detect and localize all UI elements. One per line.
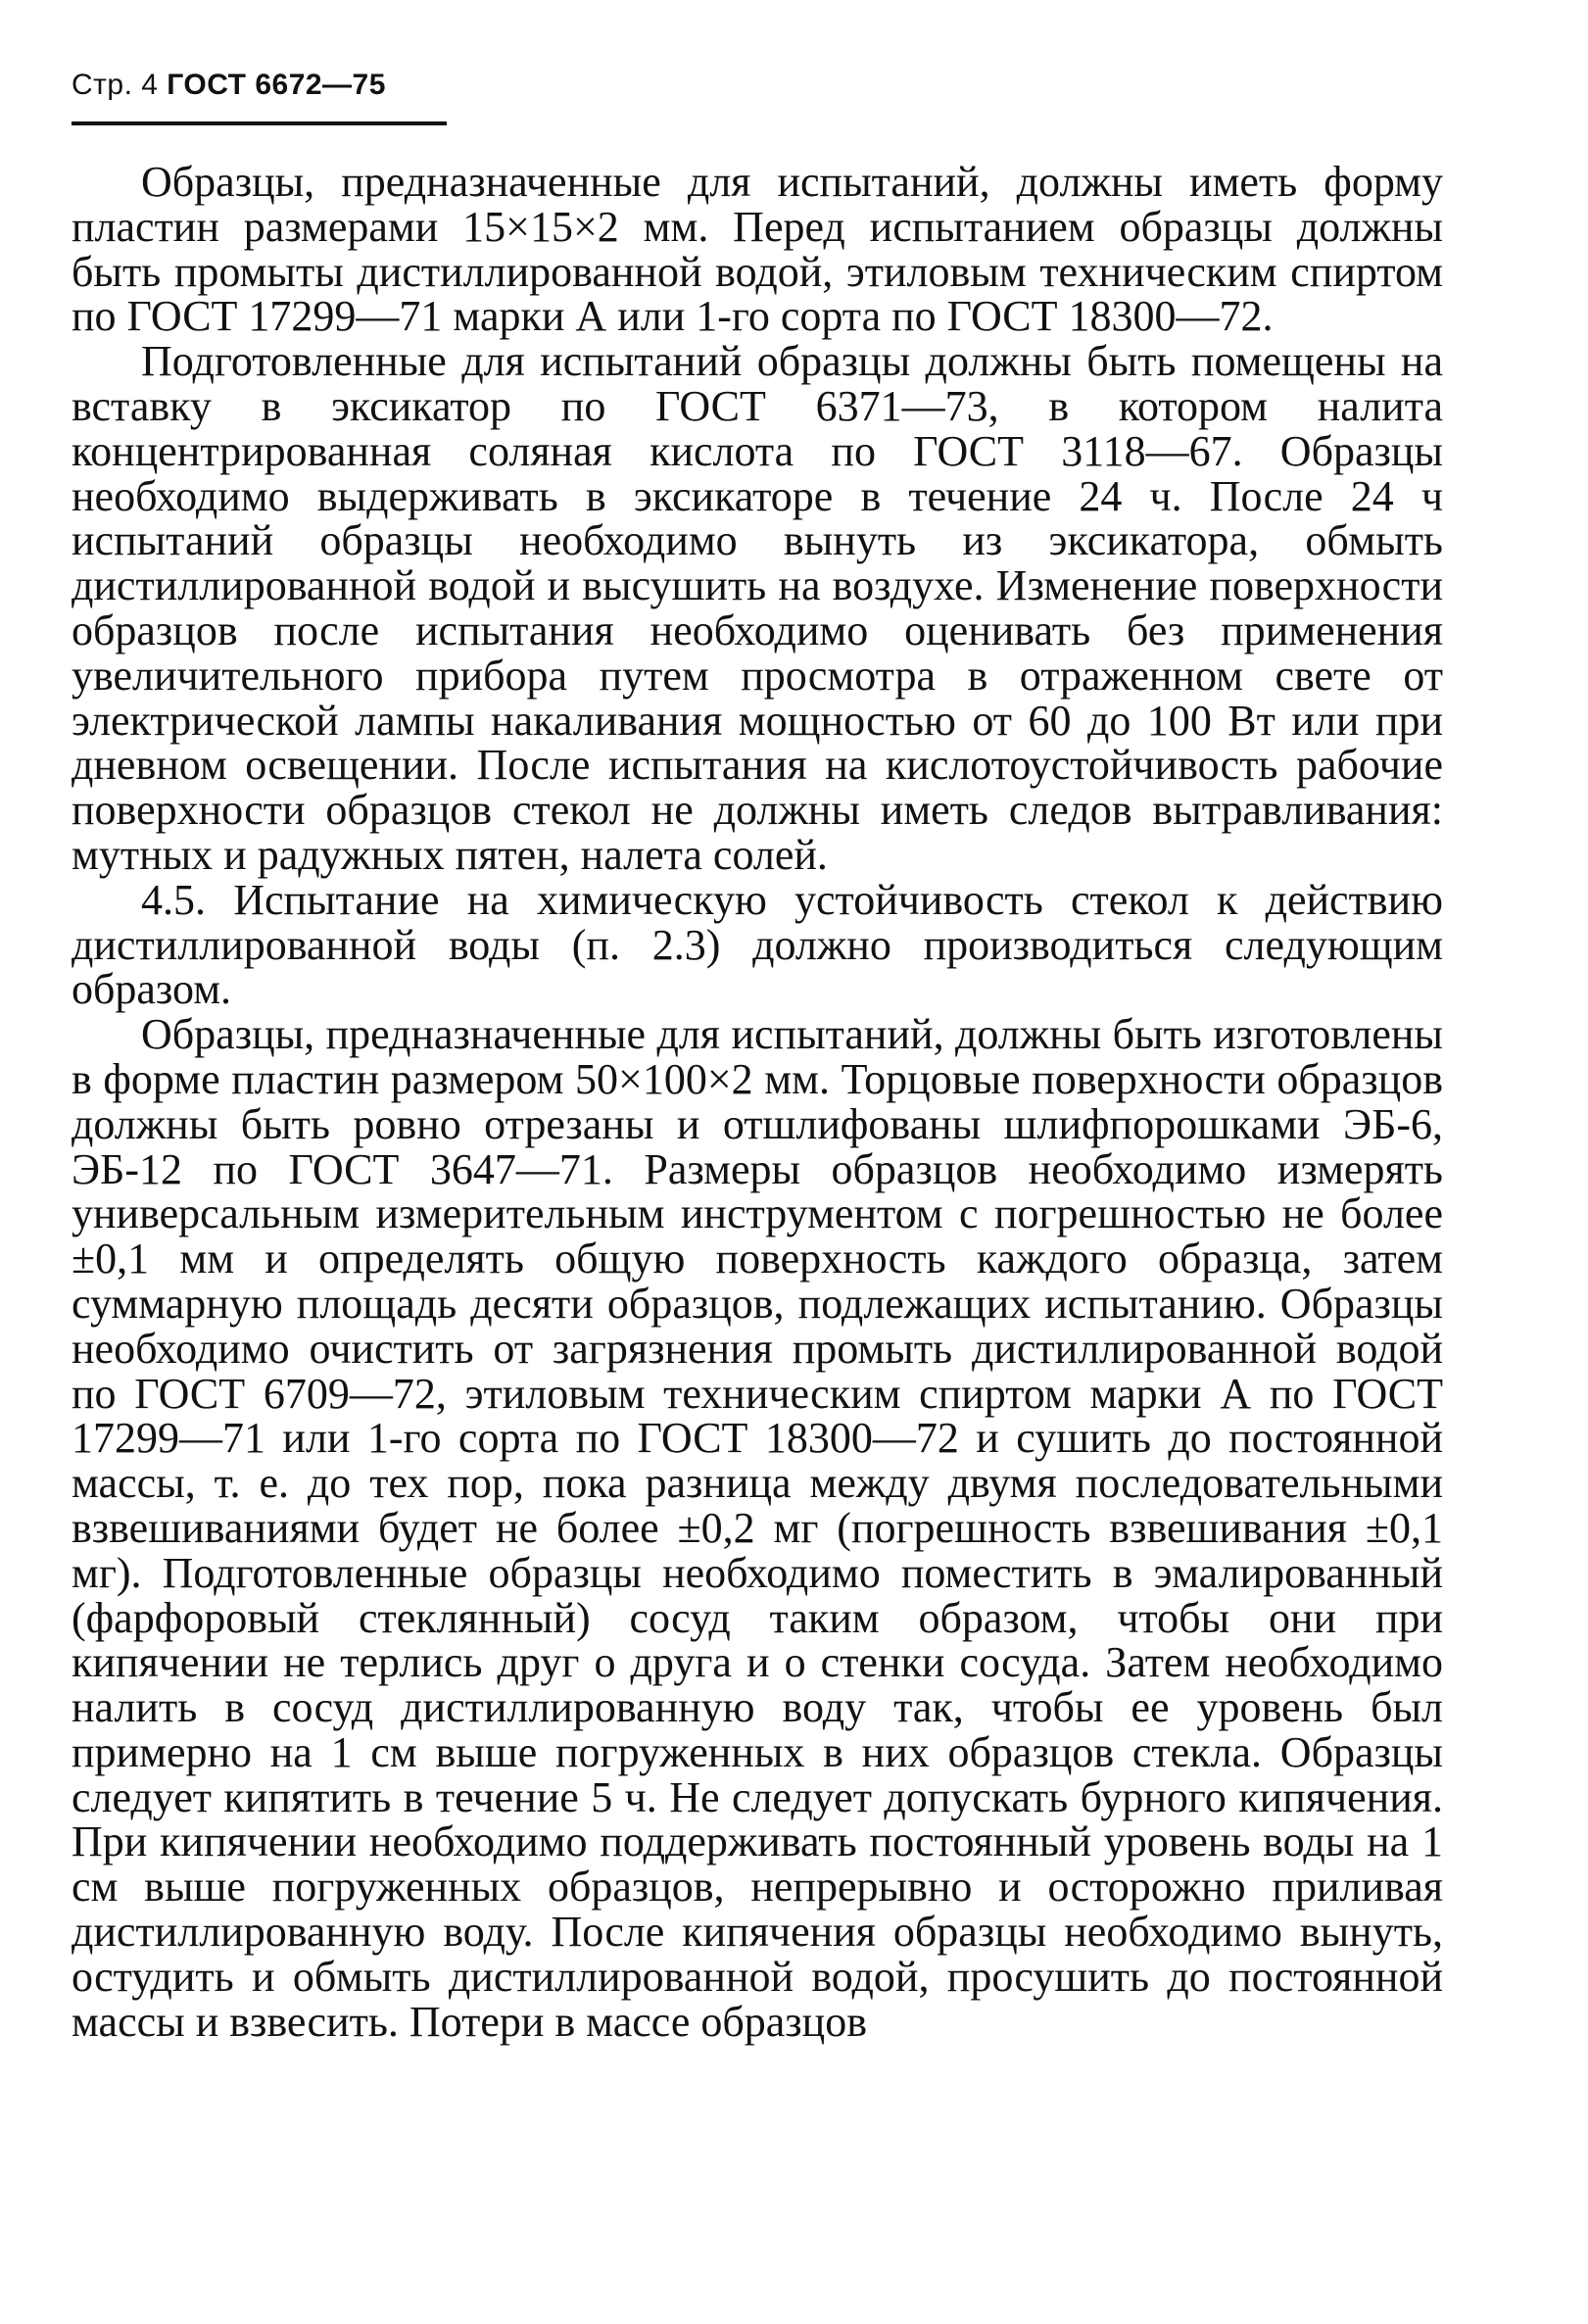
paragraph-water-test-procedure: Образцы, предназначенные для испытаний, должны быть изготовлены в форме пластин размером 50×100×2 мм. Торцовые поверхности образцов должны быть ровно отрезаны и отшлифованы шлифпорошками ЭБ-6, ЭБ-12 по ГОСТ 3647—71. Размеры образцов необходимо измерять универсальным измерительным инструментом с погрешностью не более ±0,1 мм и определять общую поверхность каждого образца, затем суммарную площадь десяти образцов, подлежащих испытанию. Образцы необходимо очистить от загрязнения промыть дистиллированной водой по ГОСТ 6709—72, этиловым техническим спиртом марки А по ГОСТ 17299—71 или 1-го сорта по ГОСТ 18300—72 и сушить до постоянной массы, т. е. до тех пор, пока разница между двумя последовательными взвешиваниями будет не более ±0,2 мг (погрешность взвешивания ±0,1 мг). Подготовленные образцы необходимо поместить в эмалированный (фарфоровый стеклянный) сосуд таким образом, чтобы они при кипячении не терлись друг о друга и о стенки сосуда. Затем необходимо налить в сосуд дистиллированную воду так, чтобы ее уровень был примерно на 1 см выше погруженных в них образцов стекла. Образцы следует кипятить в течение 5 ч. Не следует допускать бурного кипячения. При кипячении необходимо поддерживать постоянный уровень воды на 1 см выше погруженных образцов, непрерывно и осторожно приливая дистиллированную воду. После кипячения образцы необходимо вынуть, остудить и обмыть дистиллированной водой, просушить до постоянной массы и взвесить. Потери в массе образцов	[72, 1010, 1443, 2046]
page-number: Стр. 4	[72, 69, 159, 101]
paragraph-clause-4-5: 4.5. Испытание на химическую устойчивость стекол к действию дистиллированной воды (п. 2.3) должно производиться следующим образом.	[72, 875, 1443, 1014]
running-header	[72, 69, 386, 102]
paragraph-acid-test-procedure: Подготовленные для испытаний образцы должны быть помещены на вставку в эксикатор по ГОСТ 6371—73, в котором налита концентрированная соляная кислота по ГОСТ 3118—67. Образцы необходимо выдерживать в эксикаторе в течение 24 ч. После 24 ч испытаний образцы необходимо вынуть из эксикатора, обмыть дистиллированной водой и высушить на воздухе. Изменение поверхности образцов после испытания необходимо оценивать без применения увеличительного прибора путем просмотра в отраженном свете от электрической лампы накаливания мощностью от 60 до 100 Вт или при дневном освещении. После испытания на кислотоустойчивость рабочие поверхности образцов стекол не должны иметь следов вытравливания: мутных и радужных пятен, налета солей.	[72, 337, 1443, 879]
body-text	[72, 160, 1443, 2044]
header-rule	[72, 121, 447, 125]
standard-number: ГОСТ 6672—75	[167, 69, 386, 101]
paragraph-sample-form: Образцы, предназначенные для испытаний, должны иметь форму пластин размерами 15×15×2 мм. Перед испытанием образцы должны быть промыты дистиллированной водой, этиловым техническим спиртом по ГОСТ 17299—71 марки А или 1-го сорта по ГОСТ 18300—72.	[72, 158, 1443, 341]
